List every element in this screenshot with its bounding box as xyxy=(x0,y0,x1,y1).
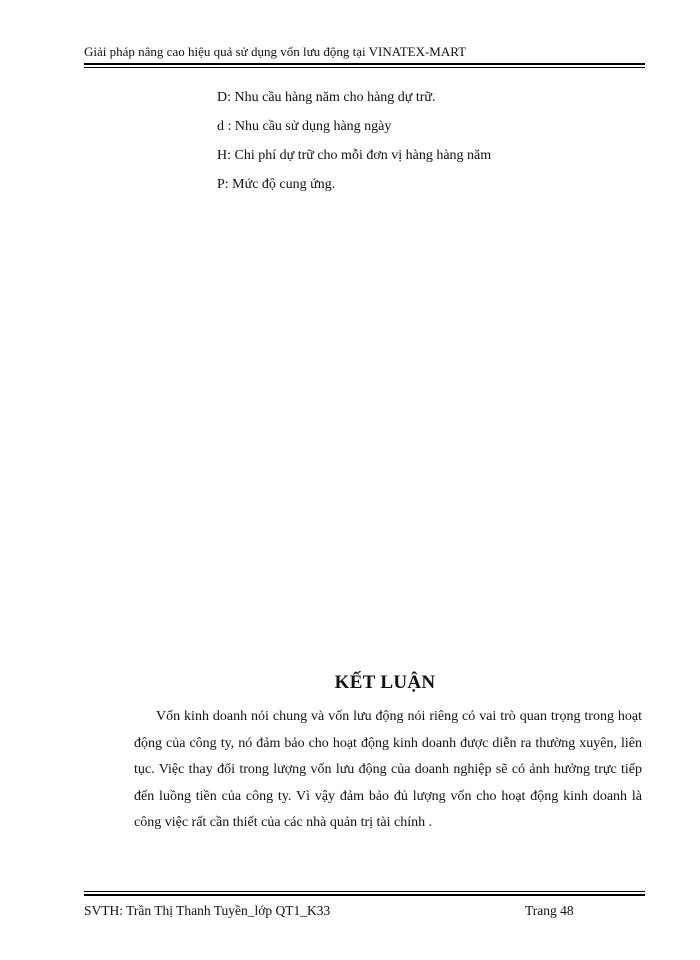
definition-item: d : Nhu cầu sử dụng hàng ngày xyxy=(217,119,392,134)
header-rule-thin xyxy=(84,67,645,68)
header-rule xyxy=(84,63,645,65)
definition-item: P: Mức độ cung ứng. xyxy=(217,177,336,192)
variable-definitions xyxy=(217,88,617,204)
definition-item: H: Chi phí dự trữ cho mỗi đơn vị hàng hàng năm xyxy=(217,148,492,163)
running-header: Giải pháp nâng cao hiệu quả sử dụng vốn lưu động tại VINATEX-MART xyxy=(84,44,467,59)
footer-rule xyxy=(84,894,645,896)
footer-rule-thin xyxy=(84,891,645,892)
page-number: Trang 48 xyxy=(525,903,574,918)
definition-item: D: Nhu cầu hàng năm cho hàng dự trữ. xyxy=(217,90,436,105)
conclusion-paragraph: Vốn kinh doanh nói chung và vốn lưu động nói riêng có vai trò quan trọng trong hoạt động của công ty, nó đảm bảo cho hoạt động kinh doanh được diễn ra thường xuyên, liên tục. Việc thay đổi trong lượng vốn lưu động của doanh nghiệp sẽ có ảnh hưởng trực tiếp đến luồng tiền của công ty. Vì vậy đảm bảo đủ lượng vốn cho hoạt động kinh doanh là công việc rất cần thiết của các nhà quản trị tài chính . xyxy=(134,709,642,830)
conclusion-heading: KẾT LUẬN xyxy=(334,672,436,693)
footer-author: SVTH: Trần Thị Thanh Tuyền_lớp QT1_K33 xyxy=(84,903,331,918)
